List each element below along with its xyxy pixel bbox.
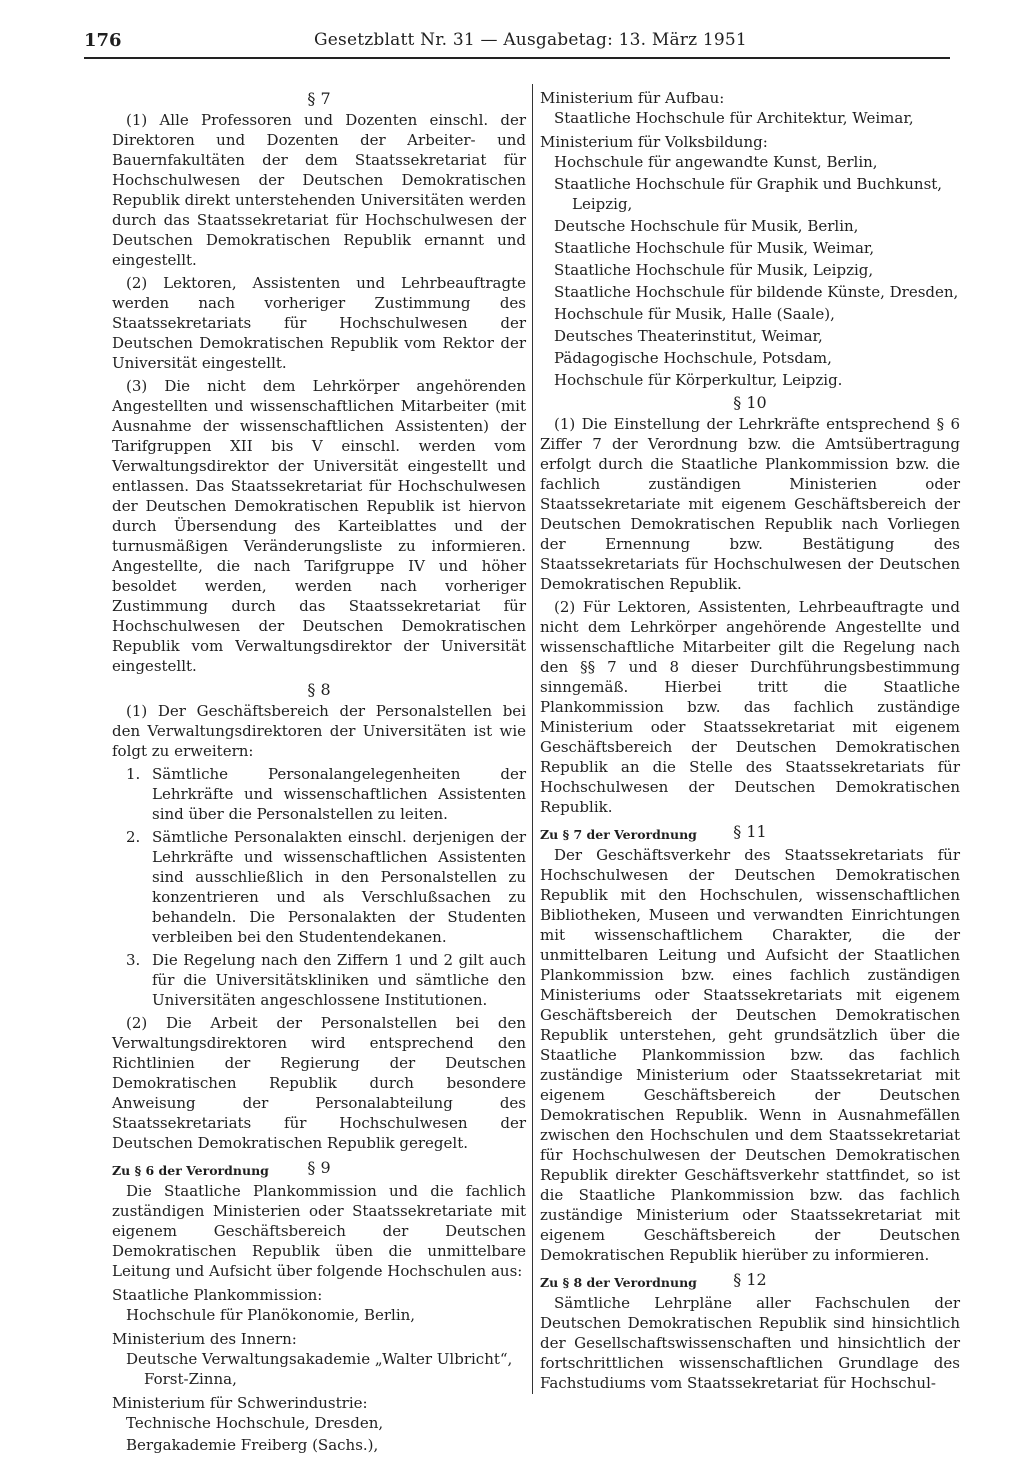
section-heading-9: § 9 [307,1158,331,1177]
list-number: 2. [126,828,141,846]
page-header [84,30,950,62]
list-item [112,827,526,947]
gazette-title: Gesetzblatt Nr. 31 — Ausgabetag: 13. März 1951 [314,30,747,50]
institution: Deutsche Verwaltungsakademie „Walter Ulbricht“, Forst-Zinna, [126,1350,513,1388]
right-column [540,88,960,1396]
institution: Technische Hochschule, Dresden, [126,1414,384,1432]
ordinance-reference: Zu § 8 der Verordnung [540,1275,697,1290]
authority-name: Ministerium für Volksbildung: [540,133,768,151]
paragraph: (1) Der Geschäftsbereich der Personalstellen bei den Verwaltungsdirektoren der Universitäten ist wie folgt zu erweitern: [112,702,526,760]
list-number: 3. [126,951,141,969]
institution: Hochschule für Körperkultur, Leipzig. [554,371,843,389]
list-item [112,764,526,824]
institution: Deutsche Hochschule für Musik, Berlin, [554,217,859,235]
paragraph: (3) Die nicht dem Lehrkörper angehörenden Angestellten und wissenschaftlichen Mitarbeiter (mit Ausnahme der wissenschaftlichen Assistenten) der Tarifgruppen XII bis V einschl. werden vom Verwaltungsdirektor der Universität eingestellt und entlassen. Das Staatssekretariat für Hochschulwesen der Deutschen Demokratischen Republik ist hiervon durch Übersendung des Karteiblattes und der turnusmäßigen Veränderungsliste zu informieren. Angestellte, die nach Tarifgruppe IV und höher besoldet werden, werden nach vorheriger Zustimmung durch das Staatssekretariat für Hochschulwesen der Deutschen Demokratischen Republik vom Verwaltungsdirektor der Universität eingestellt. [112,377,526,675]
institution: Hochschule für angewandte Kunst, Berlin, [554,153,878,171]
authority-name: Ministerium des Innern: [112,1330,297,1348]
institution: Staatliche Hochschule für bildende Künste, Dresden, [554,283,959,301]
authority-name: Ministerium für Schwerindustrie: [112,1394,368,1412]
section-heading-11: § 11 [733,822,767,841]
section-heading-12: § 12 [733,1270,767,1289]
ordinance-reference: Zu § 7 der Verordnung [540,827,697,842]
section-heading-8: § 8 [307,680,331,699]
paragraph: Die Staatliche Plankommission und die fachlich zuständigen Ministerien oder Staatssekretariate mit eigenem Geschäftsbereich der Deutschen Demokratischen Republik üben die unmittelbare Leitung und Aufsicht über folgende Hochschulen aus: [112,1182,526,1280]
institution: Pädagogische Hochschule, Potsdam, [554,349,832,367]
list-number: 1. [126,765,141,783]
paragraph: Der Geschäftsverkehr des Staatssekretariats für Hochschulwesen der Deutschen Demokratischen Republik mit den Hochschulen, wissenschaftlichen Bibliotheken, Museen und verwandten Einrichtungen mit wissenschaftlichem Charakter, die der unmittelbaren Leitung und Aufsicht der Staatlichen Plankommission bzw. eines fachlich zuständigen Ministeriums oder Staatssekretariats mit eigenem Geschäftsbereich der Deutschen Demokratischen Republik unterstehen, geht grundsätzlich über die Staatliche Plankommission bzw. das fachlich zuständige Ministerium oder Staatssekretariat mit eigenem Geschäftsbereich der Deutschen Demokratischen Republik. Wenn in Ausnahmefällen zwischen den Hochschulen und dem Staatssekretariat für Hochschulwesen der Deutschen Demokratischen Republik direkter Geschäftsverkehr stattfindet, so ist die Staatliche Plankommission bzw. das fachlich zuständige Ministerium oder Staatssekretariat mit eigenem Geschäftsbereich der Deutschen Demokratischen Republik hierüber zu informieren. [540,846,960,1264]
left-column [112,88,526,1457]
ordinance-reference-row [540,1269,960,1291]
institution: Staatliche Hochschule für Musik, Weimar, [554,239,875,257]
ordinance-reference: Zu § 6 der Verordnung [112,1163,269,1178]
section-heading-10: § 10 [733,393,767,412]
institution: Staatliche Hochschule für Musik, Leipzig, [554,261,874,279]
paragraph: (2) Die Arbeit der Personalstellen bei den Verwaltungsdirektoren wird entsprechend den Richtlinien der Regierung der Deutschen Demokratischen Republik durch besondere Anweisung der Personalabteilung des Staatssekretariats für Hochschulwesen der Deutschen Demokratischen Republik geregelt. [112,1014,526,1152]
list-item-text: Sämtliche Personalakten einschl. derjenigen der Lehrkräfte und wissenschaftlichen Assistenten sind ausschließlich in den Personalstellen zu konzentrieren und als Verschlußsachen zu behandeln. Die Personalakten der Studenten verbleiben bei den Studentendekanen. [152,828,526,946]
institution: Bergakademie Freiberg (Sachs.), [126,1436,379,1454]
authority-name: Staatliche Plankommission: [112,1286,323,1304]
column-divider [532,84,533,1394]
paragraph: (2) Für Lektoren, Assistenten, Lehrbeauftragte und nicht dem Lehrkörper angehörende Angestellte und wissenschaftliche Mitarbeiter gilt die Regelung nach den §§ 7 und 8 dieser Durchführungsbestimmung sinngemäß. Hierbei tritt die Staatliche Plankommission bzw. das fachlich zuständige Ministerium oder Staatssekretariat mit eigenem Geschäftsbereich der Deutschen Demokratischen Republik an die Stelle des Staatssekretariats für Hochschulwesen der Deutschen Demokratischen Republik. [540,598,960,816]
institution: Staatliche Hochschule für Architektur, Weimar, [554,109,914,127]
institution: Hochschule für Planökonomie, Berlin, [126,1306,416,1324]
paragraph: (1) Die Einstellung der Lehrkräfte entsprechend § 6 Ziffer 7 der Verordnung bzw. die Amtsübertragung erfolgt durch die Staatliche Plankommission bzw. die fachlich zuständigen Ministerien oder Staatssekretariate mit eigenem Geschäftsbereich der Deutschen Demokratischen Republik nach Vorliegen der Ernennung bzw. Bestätigung des Staatssekretariats für Hochschulwesen der Deutschen Demokratischen Republik. [540,415,960,593]
paragraph: (2) Lektoren, Assistenten und Lehrbeauftragte werden nach vorheriger Zustimmung des Staatssekretariats für Hochschulwesen der Deutschen Demokratischen Republik vom Rektor der Universität eingestellt. [112,274,526,372]
institution: Hochschule für Musik, Halle (Saale), [554,305,835,323]
ordinance-reference-row [112,1157,526,1179]
list-item [112,950,526,1010]
page-number: 176 [84,30,122,51]
institution: Staatliche Hochschule für Graphik und Buchkunst, Leipzig, [554,175,943,213]
paragraph: Sämtliche Lehrpläne aller Fachschulen der Deutschen Demokratischen Republik sind hinsichtlich der Gesellschaftswissenschaften und hinsichtlich der fortschrittlichen wissenschaftlichen Grundlage des Fachstudiums vom Staatssekretariat für Hochschul- [540,1294,960,1392]
section-heading-7: § 7 [307,89,331,108]
list-item-text: Die Regelung nach den Ziffern 1 und 2 gilt auch für die Universitätskliniken und sämtliche den Universitäten angeschlossene Institutionen. [152,951,526,1009]
paragraph: (1) Alle Professoren und Dozenten einschl. der Direktoren und Dozenten der Arbeiter- und Bauernfakultäten der dem Staatssekretariat für Hochschulwesen der Deutschen Demokratischen Republik direkt unterstehenden Universitäten werden durch das Staatssekretariat für Hochschulwesen der Deutschen Demokratischen Republik ernannt und eingestellt. [112,111,526,269]
list-item-text: Sämtliche Personalangelegenheiten der Lehrkräfte und wissenschaftlichen Assistenten sind über die Personalstellen zu leiten. [152,765,526,823]
authority-name: Ministerium für Aufbau: [540,89,725,107]
header-rule [84,57,950,59]
ordinance-reference-row [540,821,960,843]
institution: Deutsches Theaterinstitut, Weimar, [554,327,823,345]
